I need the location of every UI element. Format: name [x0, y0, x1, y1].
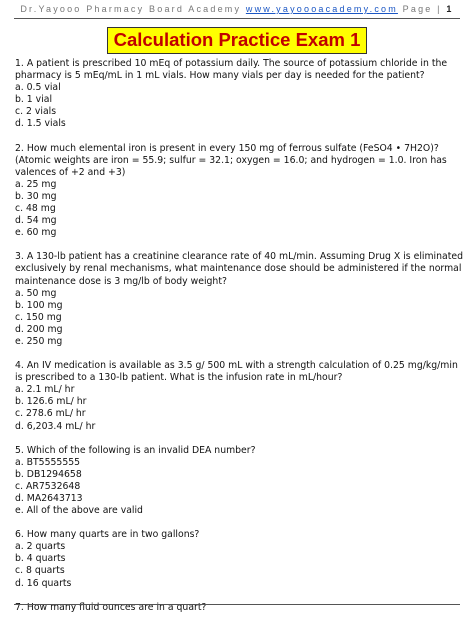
- answer-option: a. 2 quarts: [15, 541, 66, 553]
- exam-title: Calculation Practice Exam 1: [107, 27, 368, 54]
- answer-option: e. 60 mg: [15, 227, 57, 239]
- academy-name: Dr.Yayooo Pharmacy Board Academy: [20, 4, 242, 14]
- title-container: [0, 27, 474, 54]
- answer-option: b. 4 quarts: [15, 553, 66, 565]
- question-text: 1. A patient is prescribed 10 mEq of potassium daily. The source of potassium chloride in the pharmacy is 5 mEq/mL in 1 mL vials. How many vials per day is needed for the patient?: [15, 58, 448, 82]
- page-label: Page |: [402, 4, 442, 14]
- answer-option: c. 48 mg: [15, 203, 56, 215]
- answer-option: b. DB1294658: [15, 468, 82, 480]
- answer-option: b. 100 mg: [15, 299, 63, 311]
- answer-option: c. 278.6 mL/ hr: [15, 408, 86, 420]
- question-block: [15, 360, 463, 433]
- answer-option: a. 0.5 vial: [15, 82, 61, 94]
- answer-option: d. 6,203.4 mL/ hr: [15, 420, 96, 432]
- question-text: 7. How many fluid ounces are in a quart?: [15, 601, 207, 613]
- answer-option: e. All of the above are valid: [15, 505, 143, 517]
- question-block: [15, 58, 463, 131]
- question-text: 3. A 130-lb patient has a creatinine clearance rate of 40 mL/min. Assuming Drug X is eliminated exclusively by renal mechanisms, what maintenance dose should be administered if the normal maintenance dose is 3 mg/lb of body weight?: [15, 251, 463, 287]
- answer-option: a. 50 mg: [15, 287, 57, 299]
- answer-option: d. 1.5 vials: [15, 118, 66, 130]
- answer-option: b. 126.6 mL/ hr: [15, 396, 87, 408]
- answer-option: b. 30 mg: [15, 190, 57, 202]
- answer-option: a. BT5555555: [15, 456, 81, 468]
- answer-option: c. 150 mg: [15, 311, 62, 323]
- question-text: 6. How many quarts are in two gallons?: [15, 529, 200, 541]
- question-block: [15, 529, 463, 589]
- answer-option: c. 8 quarts: [15, 565, 65, 577]
- page-header: [0, 4, 474, 14]
- answer-option: d. 16 quarts: [15, 577, 72, 589]
- question-block: [15, 251, 463, 348]
- answer-option: c. 2 vials: [15, 106, 57, 118]
- question-text: 4. An IV medication is available as 3.5 g/ 500 mL with a strength calculation of 0.25 mg/kg/min is prescribed to a 130-lb patient. What is the infusion rate in mL/hour?: [15, 360, 458, 384]
- question-text: 2. How much elemental iron is present in every 150 mg of ferrous sulfate (FeSO4 • 7H2O)? (Atomic weights are iron = 55.9; sulfur = 32.1; oxygen = 16.0; and hydrogen = 1.0. Iron has valences of +2 and +3): [15, 142, 447, 178]
- header-divider: [14, 18, 460, 19]
- answer-option: c. AR7532648: [15, 480, 81, 492]
- question-list: [15, 58, 463, 626]
- answer-option: d. MA2643713: [15, 493, 83, 504]
- question-block: [15, 445, 463, 518]
- answer-option: e. 250 mg: [15, 335, 63, 347]
- page-number: 1: [446, 4, 454, 14]
- answer-option: a. 2.1 mL/ hr: [15, 384, 75, 396]
- question-block: [15, 143, 463, 240]
- answer-option: d. 54 mg: [15, 215, 57, 227]
- question-text: 5. Which of the following is an invalid DEA number?: [15, 444, 256, 456]
- answer-option: a. 25 mg: [15, 178, 57, 190]
- answer-option: b. 1 vial: [15, 94, 53, 106]
- answer-option: d. 200 mg: [15, 323, 63, 335]
- website-link[interactable]: www.yayoooacademy.com: [245, 4, 398, 14]
- footer-divider: [14, 604, 460, 605]
